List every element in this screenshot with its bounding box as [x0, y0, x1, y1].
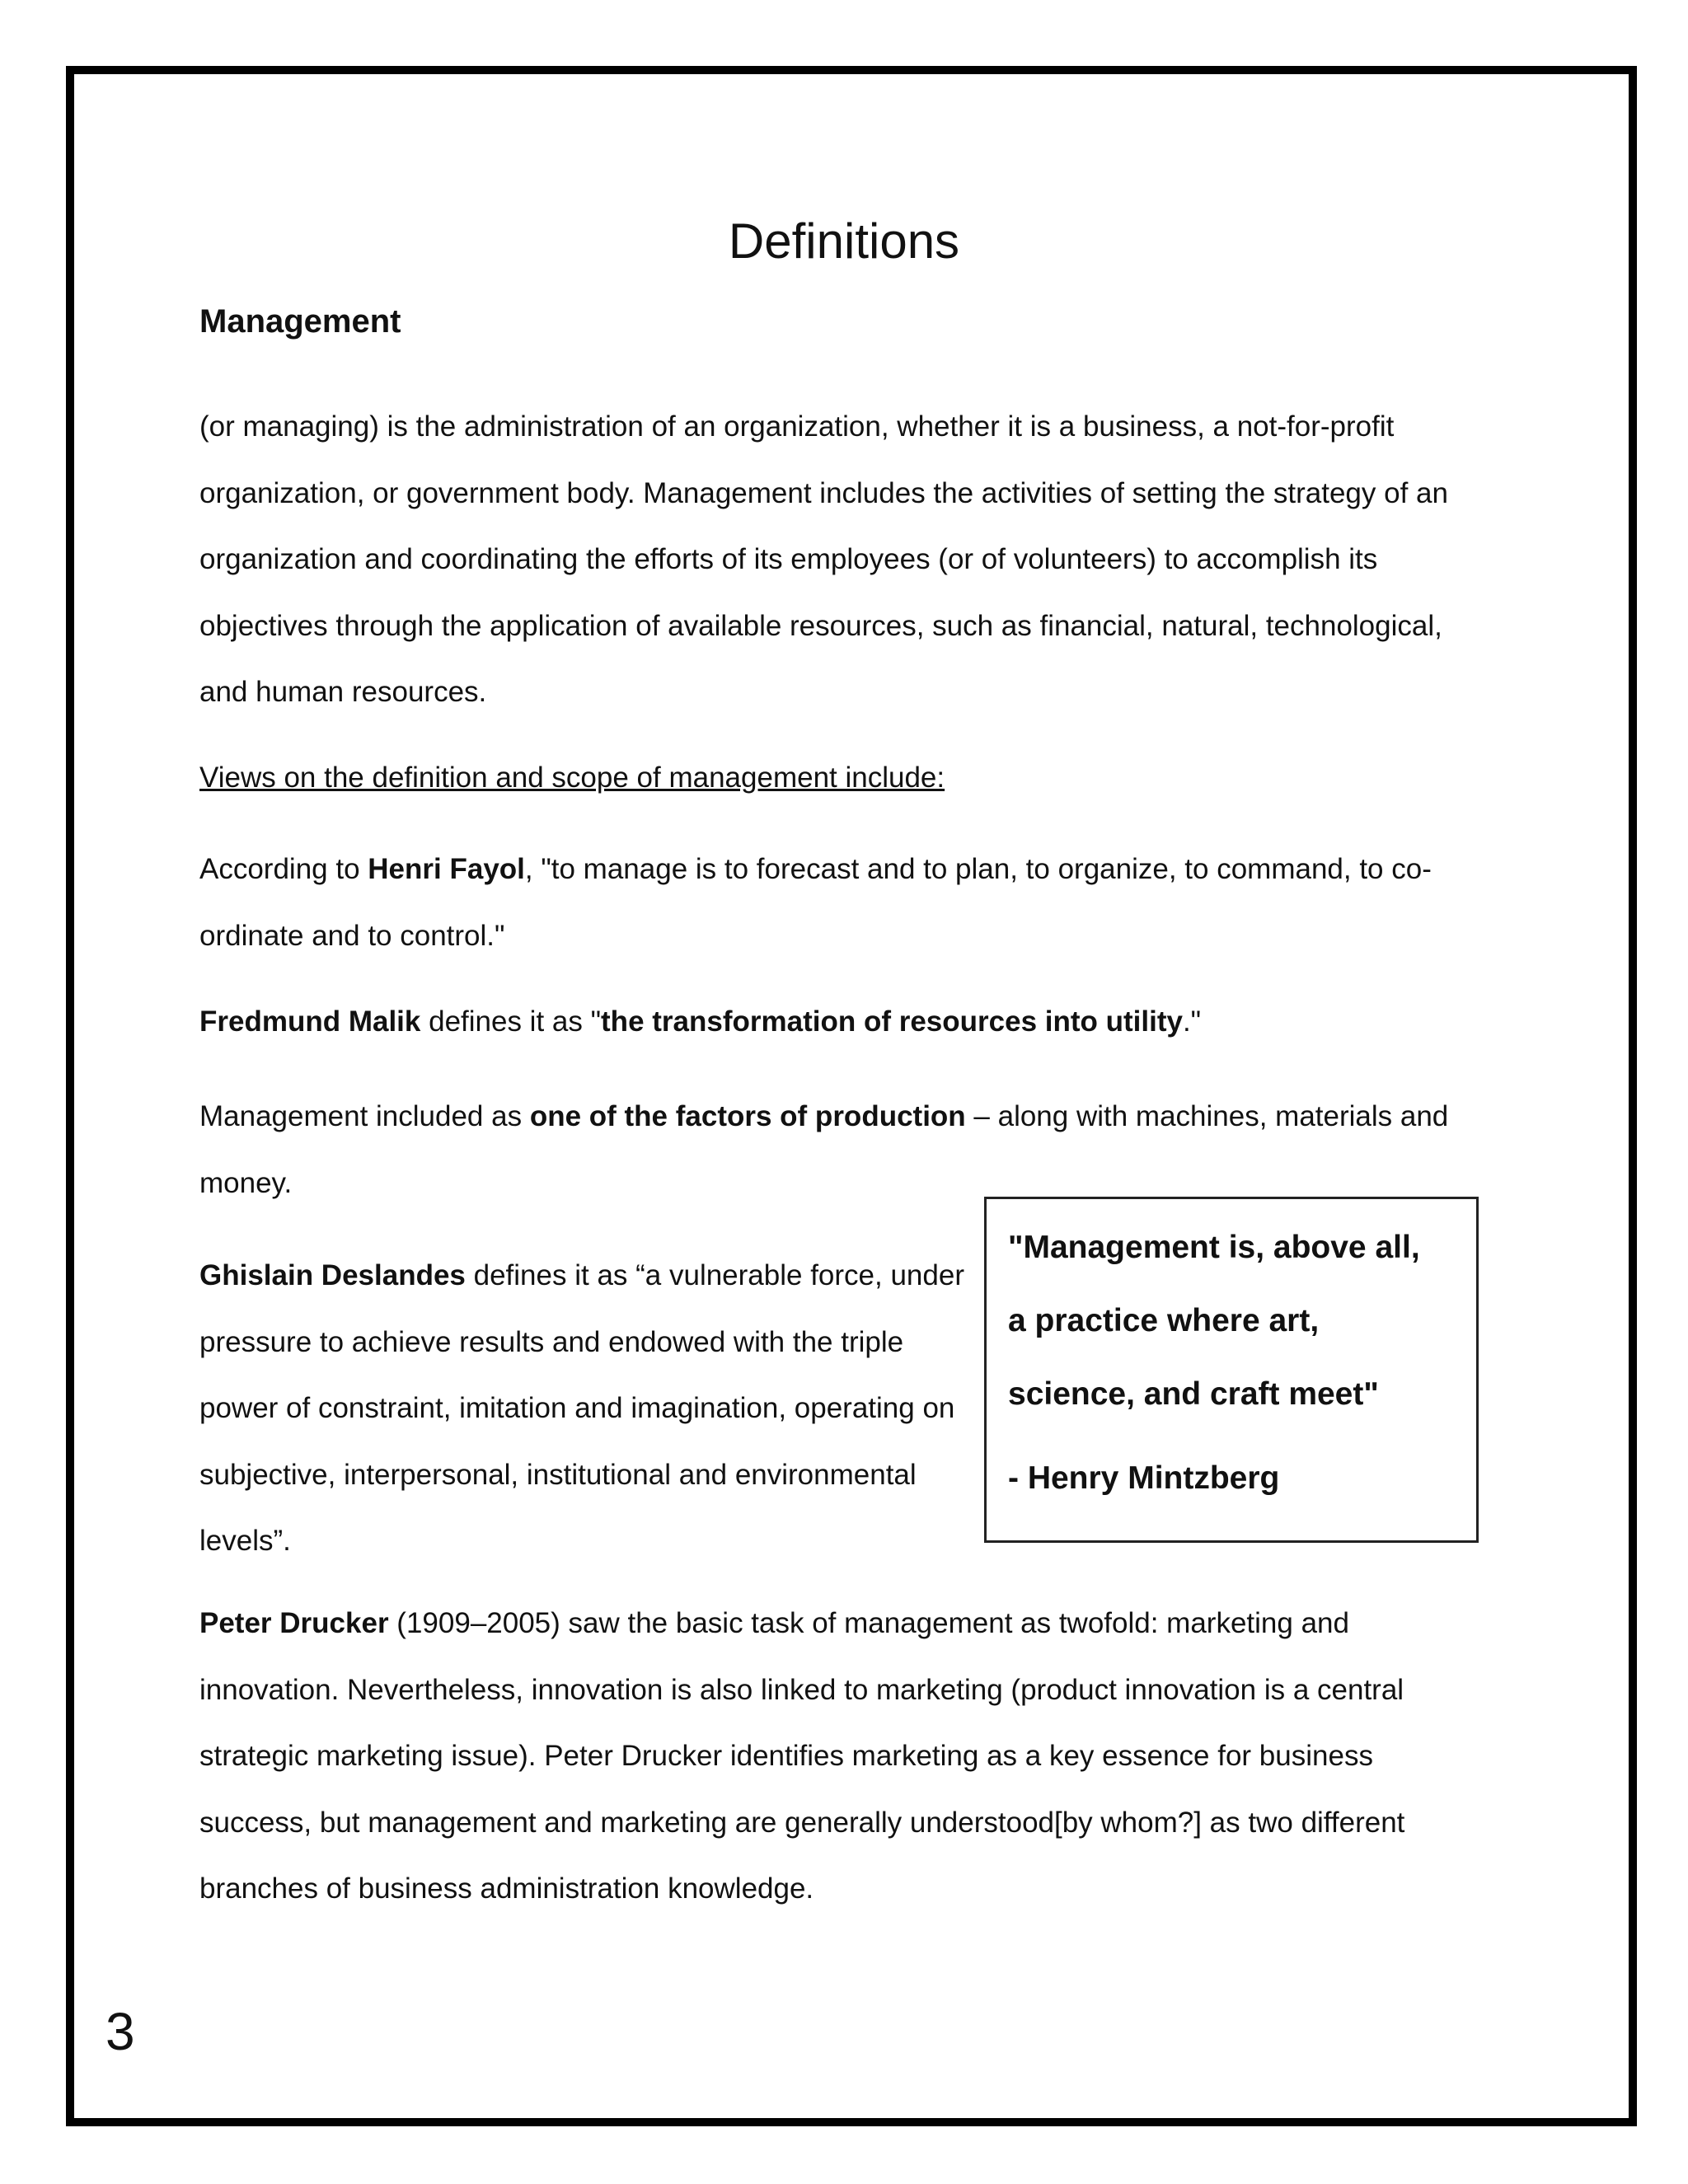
malik-paragraph — [199, 993, 1485, 1051]
malik-name: Fredmund Malik — [199, 1005, 421, 1038]
production-suffix: – along with machines, materials and money. — [199, 1100, 1449, 1199]
fayol-text: , "to manage is to forecast and to plan, to organize, to command, to co-ordinate and to control." — [199, 853, 1432, 952]
quote-line-2: a practice where art, — [1008, 1303, 1320, 1338]
deslandes-name: Ghislain Deslandes — [199, 1259, 466, 1291]
production-prefix: Management included as — [199, 1100, 530, 1132]
page-title: Definitions — [728, 213, 960, 269]
quote-line-3: science, and craft meet" — [1008, 1376, 1379, 1412]
malik-mid: defines it as " — [420, 1005, 602, 1038]
quote-line-1: "Management is, above all, — [1008, 1230, 1420, 1265]
quote-box — [984, 1197, 1479, 1543]
quote-author: - Henry Mintzberg — [1008, 1460, 1280, 1496]
deslandes-text: defines it as “a vulnerable force, under pressure to achieve results and endowed with the triple power of constraint, imitation and imagination, operating on subjective, interpersonal, institutional and environmental levels”. — [199, 1259, 964, 1557]
management-paragraph: (or managing) is the administration of an organization, whether it is a business, a not-for-profit organization, or government body. Management includes the activities of setting the strategy of an organization and coordinating the efforts of its employees (or of volunteers) to accomplish its objectives through the application of available resources, such as financial, natural, technological, and human resources. — [199, 410, 1448, 708]
page-number: 3 — [106, 2002, 135, 2061]
management-heading: Management — [199, 303, 401, 340]
deslandes-paragraph — [199, 1243, 966, 1575]
malik-end: ." — [1182, 1005, 1202, 1038]
drucker-text: (1909–2005) saw the basic task of management as twofold: marketing and innovation. Nevertheless, innovation is also linked to marketing (product innovation is a central strategic marketing issue). Peter Drucker identifies marketing as a key essence for business success, but management and marketing are generally understood[by whom?] as two different branches of business administration knowledge. — [199, 1607, 1405, 1905]
views-heading: Views on the definition and scope of management include: — [199, 762, 945, 794]
fayol-prefix: According to — [199, 853, 368, 885]
drucker-name: Peter Drucker — [199, 1607, 389, 1639]
drucker-paragraph — [199, 1591, 1485, 1923]
malik-bold-text: the transformation of resources into utility — [601, 1005, 1183, 1038]
production-bold-text: one of the factors of production — [529, 1100, 966, 1132]
fayol-name: Henri Fayol — [368, 853, 525, 885]
fayol-paragraph — [199, 837, 1485, 969]
